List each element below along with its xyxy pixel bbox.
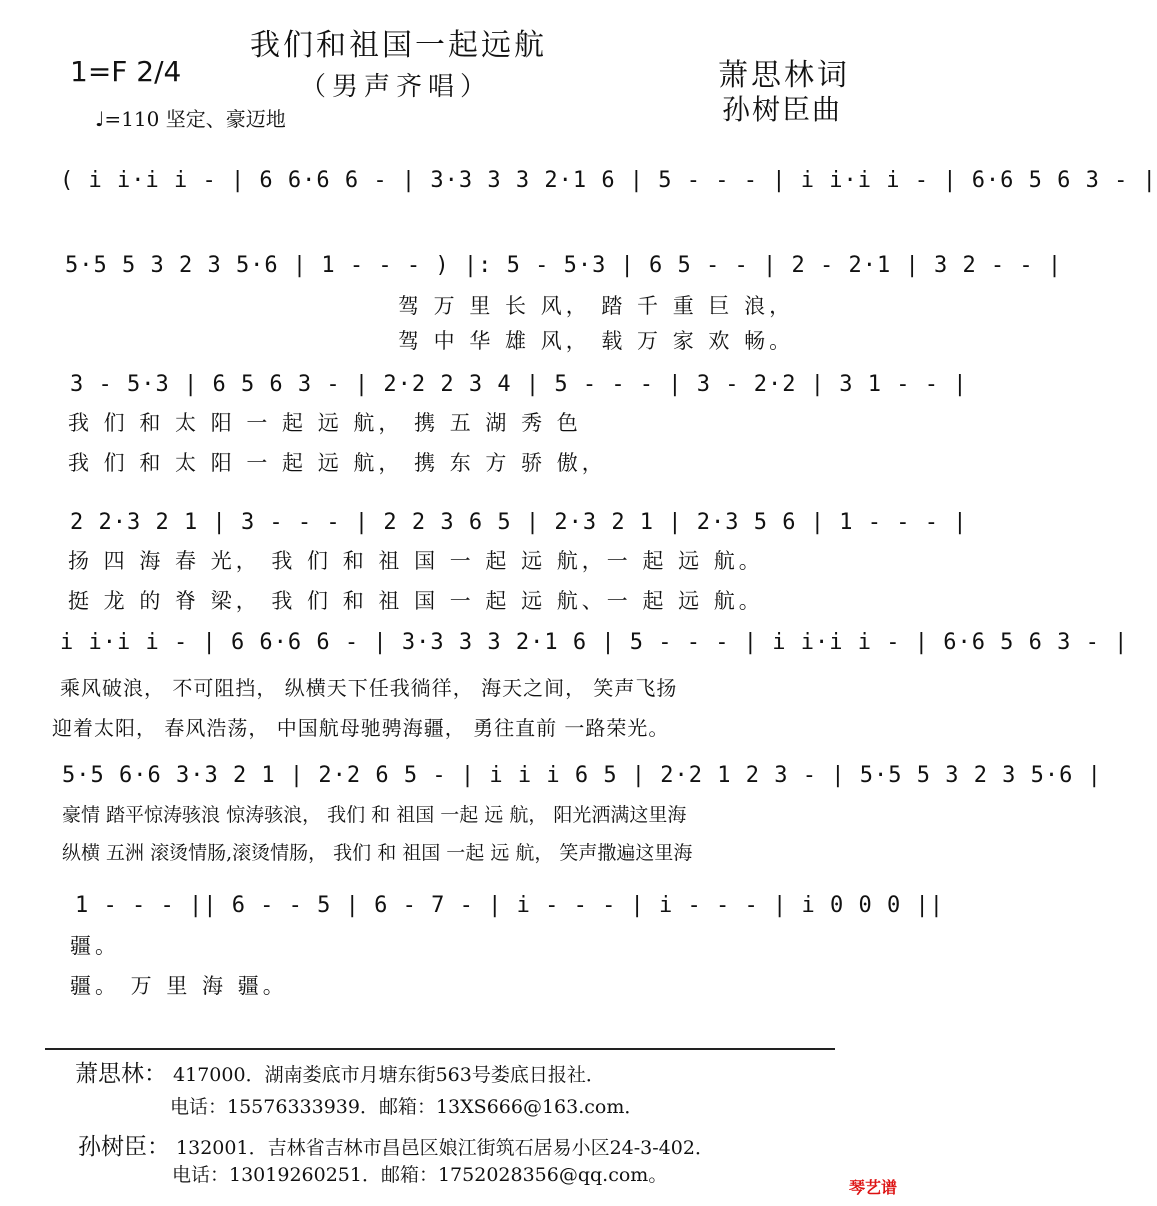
- site-watermark: 琴艺谱: [848, 1178, 897, 1197]
- contact-name: 萧思林：: [75, 1061, 167, 1087]
- tempo-marking: ♩=110 坚定、豪迈地: [95, 107, 286, 131]
- lyric-line: 疆。: [70, 934, 120, 958]
- contact-address: 132001．吉林省吉林市昌邑区娘江街筑石居易小区24-3-402．: [176, 1137, 714, 1159]
- score-line-7: 1 - - - || 6 - - 5 | 6 - 7 - | i - - - | i - - - | i 0 0 0 ||: [75, 893, 944, 918]
- score-line-6: 5·5 6·6 3·3 2 1 | 2·2 6 5 - | i i i 6 5 | 2·2 1 2 3 - | 5·5 5 3 2 3 5·6 |: [62, 763, 1102, 788]
- lyric-line: 我 们 和 太 阳 一 起 远 航， 携 东 方 骄 傲，: [68, 451, 607, 475]
- contact-name: 孙树臣：: [78, 1134, 170, 1160]
- footer-divider: [45, 1048, 835, 1050]
- contact-composer: [78, 1128, 714, 1161]
- key-signature: 1=F 2/4: [70, 55, 182, 88]
- lyric-line: 豪情 踏平惊涛骇浪 惊涛骇浪， 我们 和 祖国 一起 远 航， 阳光洒满这里海: [62, 804, 687, 826]
- lyric-line: 扬 四 海 春 光， 我 们 和 祖 国 一 起 远 航，一 起 远 航。: [68, 549, 764, 573]
- lyric-line: 乘风破浪， 不可阻挡， 纵横天下任我徜徉， 海天之间， 笑声飞扬: [60, 676, 678, 700]
- lyric-line: 挺 龙 的 脊 梁， 我 们 和 祖 国 一 起 远 航、一 起 远 航。: [68, 589, 764, 613]
- lyric-line: 迎着太阳， 春风浩荡， 中国航母驰骋海疆， 勇往直前 一路荣光。: [52, 716, 670, 740]
- score-line-5: i i·i i - | 6 6·6 6 - | 3·3 3 3 2·1 6 | 5 - - - | i i·i i - | 6·6 5 6 3 - |: [60, 630, 1129, 655]
- score-line-3: 3 - 5·3 | 6 5 6 3 - | 2·2 2 3 4 | 5 - - - | 3 - 2·2 | 3 1 - - |: [70, 372, 968, 397]
- composer-credit: 孙树臣曲: [722, 93, 843, 126]
- contact-lyricist-phone: 电话：15576333939．邮箱：13XS666@163.com．: [170, 1096, 644, 1118]
- lyric-line: 驾 万 里 长 风， 踏 千 重 巨 浪，: [398, 294, 795, 318]
- lyric-line: 纵横 五洲 滚烫情肠,滚烫情肠， 我们 和 祖国 一起 远 航， 笑声撒遍这里海: [62, 842, 693, 864]
- song-subtitle: （男声齐唱）: [300, 72, 493, 102]
- score-line-1: ( i i·i i - | 6 6·6 6 - | 3·3 3 3 2·1 6 | 5 - - - | i i·i i - | 6·6 5 6 3 - |: [60, 168, 1157, 193]
- contact-composer-phone: 电话：13019260251．邮箱：1752028356@qq.com。: [172, 1164, 668, 1186]
- song-title: 我们和祖国一起远航: [250, 28, 547, 63]
- lyric-line: 驾 中 华 雄 风， 载 万 家 欢 畅。: [398, 329, 795, 353]
- contact-address: 417000．湖南娄底市月塘东街563号娄底日报社．: [173, 1064, 605, 1086]
- lyricist-credit: 萧思林词: [718, 58, 850, 93]
- contact-lyricist: [75, 1055, 605, 1088]
- lyric-line: 我 们 和 太 阳 一 起 远 航， 携 五 湖 秀 色: [68, 411, 582, 435]
- score-line-2: 5·5 5 3 2 3 5·6 | 1 - - - ) |: 5 - 5·3 | 6 5 - - | 2 - 2·1 | 3 2 - - |: [65, 253, 1063, 278]
- lyric-line: 疆。 万 里 海 疆。: [70, 974, 288, 998]
- score-line-4: 2 2·3 2 1 | 3 - - - | 2 2 3 6 5 | 2·3 2 1 | 2·3 5 6 | 1 - - - |: [70, 510, 968, 535]
